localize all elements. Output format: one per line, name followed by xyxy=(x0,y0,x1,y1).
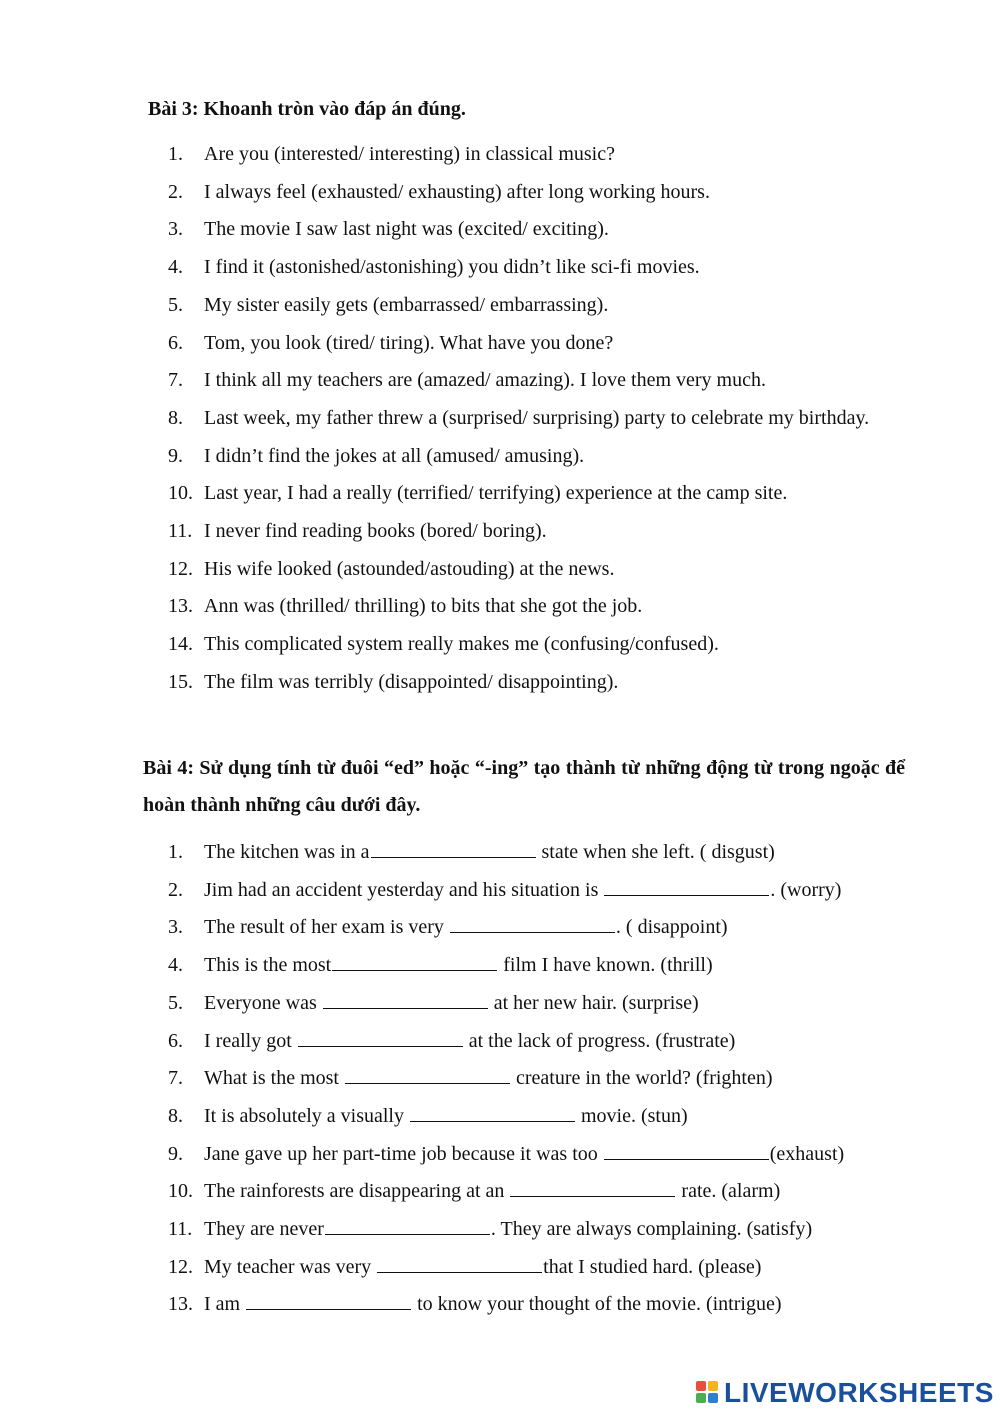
item-number: 12. xyxy=(168,1255,193,1278)
exercise3-item-2 xyxy=(168,174,906,212)
answer-blank[interactable] xyxy=(325,1233,490,1235)
exercise3-item-12 xyxy=(168,551,906,589)
item-text: My sister easily gets (embarrassed/ embarrassing). xyxy=(204,293,609,316)
item-number: 2. xyxy=(168,180,183,203)
item-text: Are you (interested/ interesting) in classical music? xyxy=(204,143,615,165)
item-number: 3. xyxy=(168,218,183,241)
item-number: 5. xyxy=(168,991,183,1014)
item-text: The film was terribly (disappointed/ disappointing). xyxy=(204,670,619,693)
exercise3-item-14 xyxy=(168,626,906,664)
item-number: 8. xyxy=(168,1104,183,1127)
exercise3-item-6 xyxy=(168,325,906,363)
exercise4-item-2 xyxy=(168,872,906,910)
sentence-start: They are never xyxy=(204,1218,324,1241)
item-number: 11. xyxy=(168,520,193,543)
sentence-end: . They are always complaining. (satisfy) xyxy=(490,1218,813,1241)
item-number: 9. xyxy=(168,444,183,467)
item-number: 13. xyxy=(168,595,193,618)
item-text: Last week, my father threw a (surprised/ surprising) party to celebrate my birthday. xyxy=(204,406,870,429)
sentence-end: rate. (alarm) xyxy=(676,1180,781,1203)
exercise4-item-1 xyxy=(168,834,906,872)
item-number: 14. xyxy=(168,633,193,656)
exercise3-item-5 xyxy=(168,287,906,325)
item-number: 8. xyxy=(168,406,183,429)
answer-blank[interactable] xyxy=(371,856,536,858)
item-text: I always feel (exhausted/ exhausting) after long working hours. xyxy=(204,180,710,203)
exercise3-item-7 xyxy=(168,362,906,400)
item-number: 13. xyxy=(168,1293,193,1316)
answer-blank[interactable] xyxy=(345,1082,510,1084)
sentence-start: Everyone was xyxy=(204,991,322,1014)
item-number: 5. xyxy=(168,293,183,316)
exercise4-item-10 xyxy=(168,1173,906,1211)
exercise4-list xyxy=(168,834,906,1324)
item-number: 9. xyxy=(168,1142,183,1165)
item-text: I find it (astonished/astonishing) you didn’t like sci-fi movies. xyxy=(204,256,700,279)
sentence-end: film I have known. (thrill) xyxy=(498,954,713,977)
item-text: Tom, you look (tired/ tiring). What have you done? xyxy=(204,331,614,354)
answer-blank[interactable] xyxy=(323,1007,488,1009)
exercise4-item-4 xyxy=(168,947,906,985)
exercise3-title: Bài 3: Khoanh tròn vào đáp án đúng. xyxy=(148,98,466,120)
answer-blank[interactable] xyxy=(410,1120,575,1122)
exercise3-item-3 xyxy=(168,211,906,249)
item-number: 1. xyxy=(168,143,183,165)
exercise4-item-13 xyxy=(168,1286,906,1324)
exercise3-item-1 xyxy=(168,136,906,174)
answer-blank[interactable] xyxy=(246,1308,411,1310)
answer-blank[interactable] xyxy=(377,1271,542,1273)
sentence-end: (exhaust) xyxy=(769,1142,845,1165)
exercise3-item-10 xyxy=(168,475,906,513)
sentence-end: . (worry) xyxy=(770,878,842,901)
item-number: 1. xyxy=(168,841,183,863)
exercise3-item-8 xyxy=(168,400,906,438)
exercise3-list xyxy=(168,136,906,702)
item-number: 4. xyxy=(168,954,183,977)
sentence-start: The rainforests are disappearing at an xyxy=(204,1180,510,1203)
exercise4-item-5 xyxy=(168,985,906,1023)
item-text: His wife looked (astounded/astouding) at the news. xyxy=(204,557,615,580)
item-number: 12. xyxy=(168,557,193,580)
exercise4-item-3 xyxy=(168,909,906,947)
sentence-start: The kitchen was in a xyxy=(204,841,370,863)
exercise4-title: Bài 4: Sử dụng tính từ đuôi “ed” hoặc “-ing” tạo thành từ những động từ trong ngoặc để hoàn thành những câu dưới đây. xyxy=(143,757,905,816)
item-text: Last year, I had a really (terrified/ terrifying) experience at the camp site. xyxy=(204,482,788,505)
sentence-start: The result of her exam is very xyxy=(204,916,449,939)
item-text: The movie I saw last night was (excited/ exciting). xyxy=(204,218,609,241)
logo-text: LIVEWORKSHEETS xyxy=(724,1377,994,1408)
exercise4-item-12 xyxy=(168,1249,906,1287)
item-number: 2. xyxy=(168,878,183,901)
exercise4-item-8 xyxy=(168,1098,906,1136)
item-text: This complicated system really makes me (confusing/confused). xyxy=(204,633,719,656)
item-text: I never find reading books (bored/ boring). xyxy=(204,520,547,543)
exercise3-item-11 xyxy=(168,513,906,551)
exercise3-item-9 xyxy=(168,438,906,476)
sentence-end: . ( disappoint) xyxy=(615,916,728,939)
answer-blank[interactable] xyxy=(510,1195,675,1197)
exercise3-item-15 xyxy=(168,664,906,702)
item-number: 15. xyxy=(168,670,193,693)
exercise3-item-4 xyxy=(168,249,906,287)
sentence-end: that I studied hard. (please) xyxy=(543,1255,762,1278)
sentence-start: I really got xyxy=(204,1029,297,1052)
sentence-end: state when she left. ( disgust) xyxy=(536,841,775,863)
item-number: 6. xyxy=(168,331,183,354)
item-number: 4. xyxy=(168,256,183,279)
item-number: 3. xyxy=(168,916,183,939)
answer-blank[interactable] xyxy=(332,969,497,971)
item-number: 11. xyxy=(168,1218,193,1241)
sentence-start: My teacher was very xyxy=(204,1255,377,1278)
sentence-start: What is the most xyxy=(204,1067,344,1090)
liveworksheets-logo-icon xyxy=(696,1381,720,1405)
item-number: 7. xyxy=(168,369,183,392)
sentence-start: Jane gave up her part-time job because it was too xyxy=(204,1142,603,1165)
exercise3-item-13 xyxy=(168,588,906,626)
sentence-end: creature in the world? (frighten) xyxy=(510,1067,773,1090)
sentence-start: It is absolutely a visually xyxy=(204,1104,409,1127)
exercise4-item-9 xyxy=(168,1136,906,1174)
item-number: 7. xyxy=(168,1067,183,1090)
exercise4-item-6 xyxy=(168,1023,906,1061)
answer-blank[interactable] xyxy=(298,1045,463,1047)
sentence-start: This is the most xyxy=(204,954,332,977)
sentence-start: Jim had an accident yesterday and his situation is xyxy=(204,878,604,901)
item-number: 10. xyxy=(168,482,193,505)
item-text: I think all my teachers are (amazed/ amazing). I love them very much. xyxy=(204,369,766,392)
item-text: I didn’t find the jokes at all (amused/ amusing). xyxy=(204,444,585,467)
answer-blank[interactable] xyxy=(604,894,769,896)
exercise4-item-11 xyxy=(168,1211,906,1249)
sentence-end: at the lack of progress. (frustrate) xyxy=(463,1029,736,1052)
liveworksheets-logo[interactable] xyxy=(696,1374,994,1412)
sentence-start: I am xyxy=(204,1293,246,1316)
answer-blank[interactable] xyxy=(450,931,615,933)
exercise4-item-7 xyxy=(168,1060,906,1098)
item-number: 10. xyxy=(168,1180,193,1203)
sentence-end: at her new hair. (surprise) xyxy=(488,991,699,1014)
item-text: Ann was (thrilled/ thrilling) to bits that she got the job. xyxy=(204,595,643,618)
sentence-end: movie. (stun) xyxy=(575,1104,688,1127)
answer-blank[interactable] xyxy=(604,1158,769,1160)
item-number: 6. xyxy=(168,1029,183,1052)
sentence-end: to know your thought of the movie. (intrigue) xyxy=(412,1293,782,1316)
